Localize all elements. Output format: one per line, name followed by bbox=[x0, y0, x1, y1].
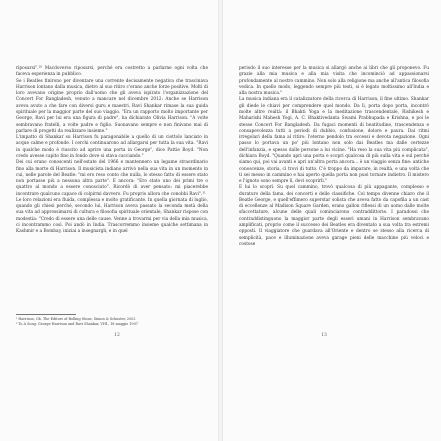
right-page-body bbox=[239, 66, 429, 248]
footnotes bbox=[16, 314, 208, 327]
paragraph: La musica indiana era il catalizzatore della ricerca di Harrison, il fine ultimo. Shankar gli diede le chiavi per comprendere quel mondo. Da lì, porta dopo porta, incontrò molte altre realtà: il Bhakti Yoga e la meditazione trascendentale, Rishikesh e Maharishi Mahesh Yogi, A. C. Bhaktivedanta Swami Prabhupada e Krishna, e poi le stesse Concert For Bangladesh. Da fugaci momenti di beatitudine, trascendenza e consapevolezza tutti a periodi di dubbio, confusione, dolore e paura. Dai ritmi irregolari della fama al ritiro: l'eterno pendolo tra eccessi e devota negazione. Ogni passo lo portava un po' più lontano non solo dai Beatles ma dalle certezze dell'infanzia, e spesso dalle persone a lui vicine. "Ha reso la sua vita più complicata", dichiara Boyd. "Quando apri una porta e scopri qualcosa di più sulla vita e sul perché siamo qui, poi vai avanti e apri un'altra porta ancora… è un viaggio senza fine: antiche conoscenze, storia, ci trovi di tutto. C'è troppo da imparare, in realtà, e una volta che ti sei messo in cammino e hai aperto quella porta non puoi tornare indietro. Il mistero e l'ignoto sono sempre lì, devi scoprirli." bbox=[239, 97, 429, 185]
left-page bbox=[0, 0, 218, 441]
footnote: ² To A Song: George Harrison and Ravi Shankar, VH1, 18 maggio 1997 bbox=[16, 321, 138, 326]
paragraph: E lui lo scoprì. Su quel cammino, trovò qualcosa di più appagante, complesso e duraturo della fama, dei concerti e delle classifiche. Col tempo divenne chiaro che il Beatle George, e quell'effimero superstar solista che aveva fatto da capofila a un cast di eccellenze al Madison Square Garden, erano gallon riflessi di un uomo dalle molte sfaccettature, alcune delle quali cominciarono contraddittorie. I paradossi che contraddistinguono la maggior parte degli esseri umani in Harrison sembravano amplificati, proprio come il successo dei Beatles era diventato a sua volta tra estremi opposti. Il viaggiatore che guardava all'Oriente e dentro se stesso alla ricerca di semplicità, pace e illuminazione aveva garage pieni delle macchine più veloci e costose bbox=[239, 185, 429, 247]
page-number-left: 12 bbox=[114, 333, 120, 338]
page-number-right: 13 bbox=[321, 333, 327, 338]
footnote-divider bbox=[16, 314, 76, 315]
footnote: ¹ Harrison, Ob. The Editors of Rolling Stone, Simon & Schuster, 2002 bbox=[16, 316, 136, 321]
paragraph: periodo il suo interesse per la musica si allargò anche ai libri che gli proponevo. Fu grazie alla mia musica e alla mia visita che incominciò ad appassionarsi profondamente al nostro cammino. Non solo alla religione ma anche all'antica filosofia vedica. In quello modo, leggendo sempre più testi, si è legato moltissimo all'India e alla nostra musica." bbox=[239, 66, 429, 97]
paragraph: riposarsi".¹⁰ Macdoverso riposarsi, perché era costretto a parlarne ogni volta che faceva esperienza in pubblico. bbox=[16, 66, 208, 78]
left-page-body bbox=[16, 66, 208, 236]
paragraph: Dei cui erano conoscenti nell'estate del 1966 e mantennero un legame straordinario fino alla morte di Harrison. Il musicista indiano arrivò nella sua vita in un momento in cui, nelle parole del Beatle: "mi ero reso conto che nulla, lo stesso fatto di essere stato non portasse più a nessuna altra parte". E ancora: "Ero stato uno dei primi tre o quattro al mondo a essere conosciuto". Ricordò di aver pensato: mi piacerebbe incontrare qualcuno capace di colpirmi davvero. Fu proprio allora che conobbi Ravi".¹¹ bbox=[16, 160, 208, 197]
paragraph: Se i Beatles finirono per diventare una corrente decisamente negativa che trascinava Harrison lontano dalla musica, dietro al suo ritiro c'erano anche forze positive. Molti di loro avevano origine proprio dall'uomo che gli aveva ispirato l'organizzazione del Concert For Bangladesh, venuto a mancare nel dicembre 2012: Anche se Harrison aveva avuto a che fare con diversi guru e maestri, Ravi Shankar rimase la sua guida spirituale per la maggior parte del suo viaggio. "Era un rapporto molto importante per George, Ravi per lui era una figura di padre", ha dichiarato Olivia Harrison. "A volte sembravano fratelli, a volte padre e figlio. Suonavano sempre e non finivano mai di parlare di progetti da realizzare insieme." bbox=[16, 78, 208, 134]
paragraph: L'impatto di Shankar su Harrison fu paragonabile a quello di un ciottolo lanciato in acque calme e profonde. I cerchi continuarono ad allargarsi per tutta la sua vita. "Ravi in qualche modo è riuscito ad aprire una porta in George", dice Pattie Boyd. "Non credo avesse capito fino in fondo dove si stava cacciando." bbox=[16, 135, 208, 159]
paragraph: Le loro relazioni era fluida, complessa e molto gratificante. In quella giornata di luglio, quando gli chiesi perché, secondo lui, Harrison aveva passato la seconda metà della sua vita ad approssimarsi di cultura e filosofia spirituale orientale, Shankar rispose con modestia: "Credo di essere una delle cause. Venne a trovarmi per via della mia musica, ci incontrammo così. Poi andò in India. Trascorremmo insieme qualche settimana in Kashmir e a Bombay, iniziai a insegnargli, e in quel bbox=[16, 197, 208, 235]
right-page bbox=[223, 0, 441, 441]
